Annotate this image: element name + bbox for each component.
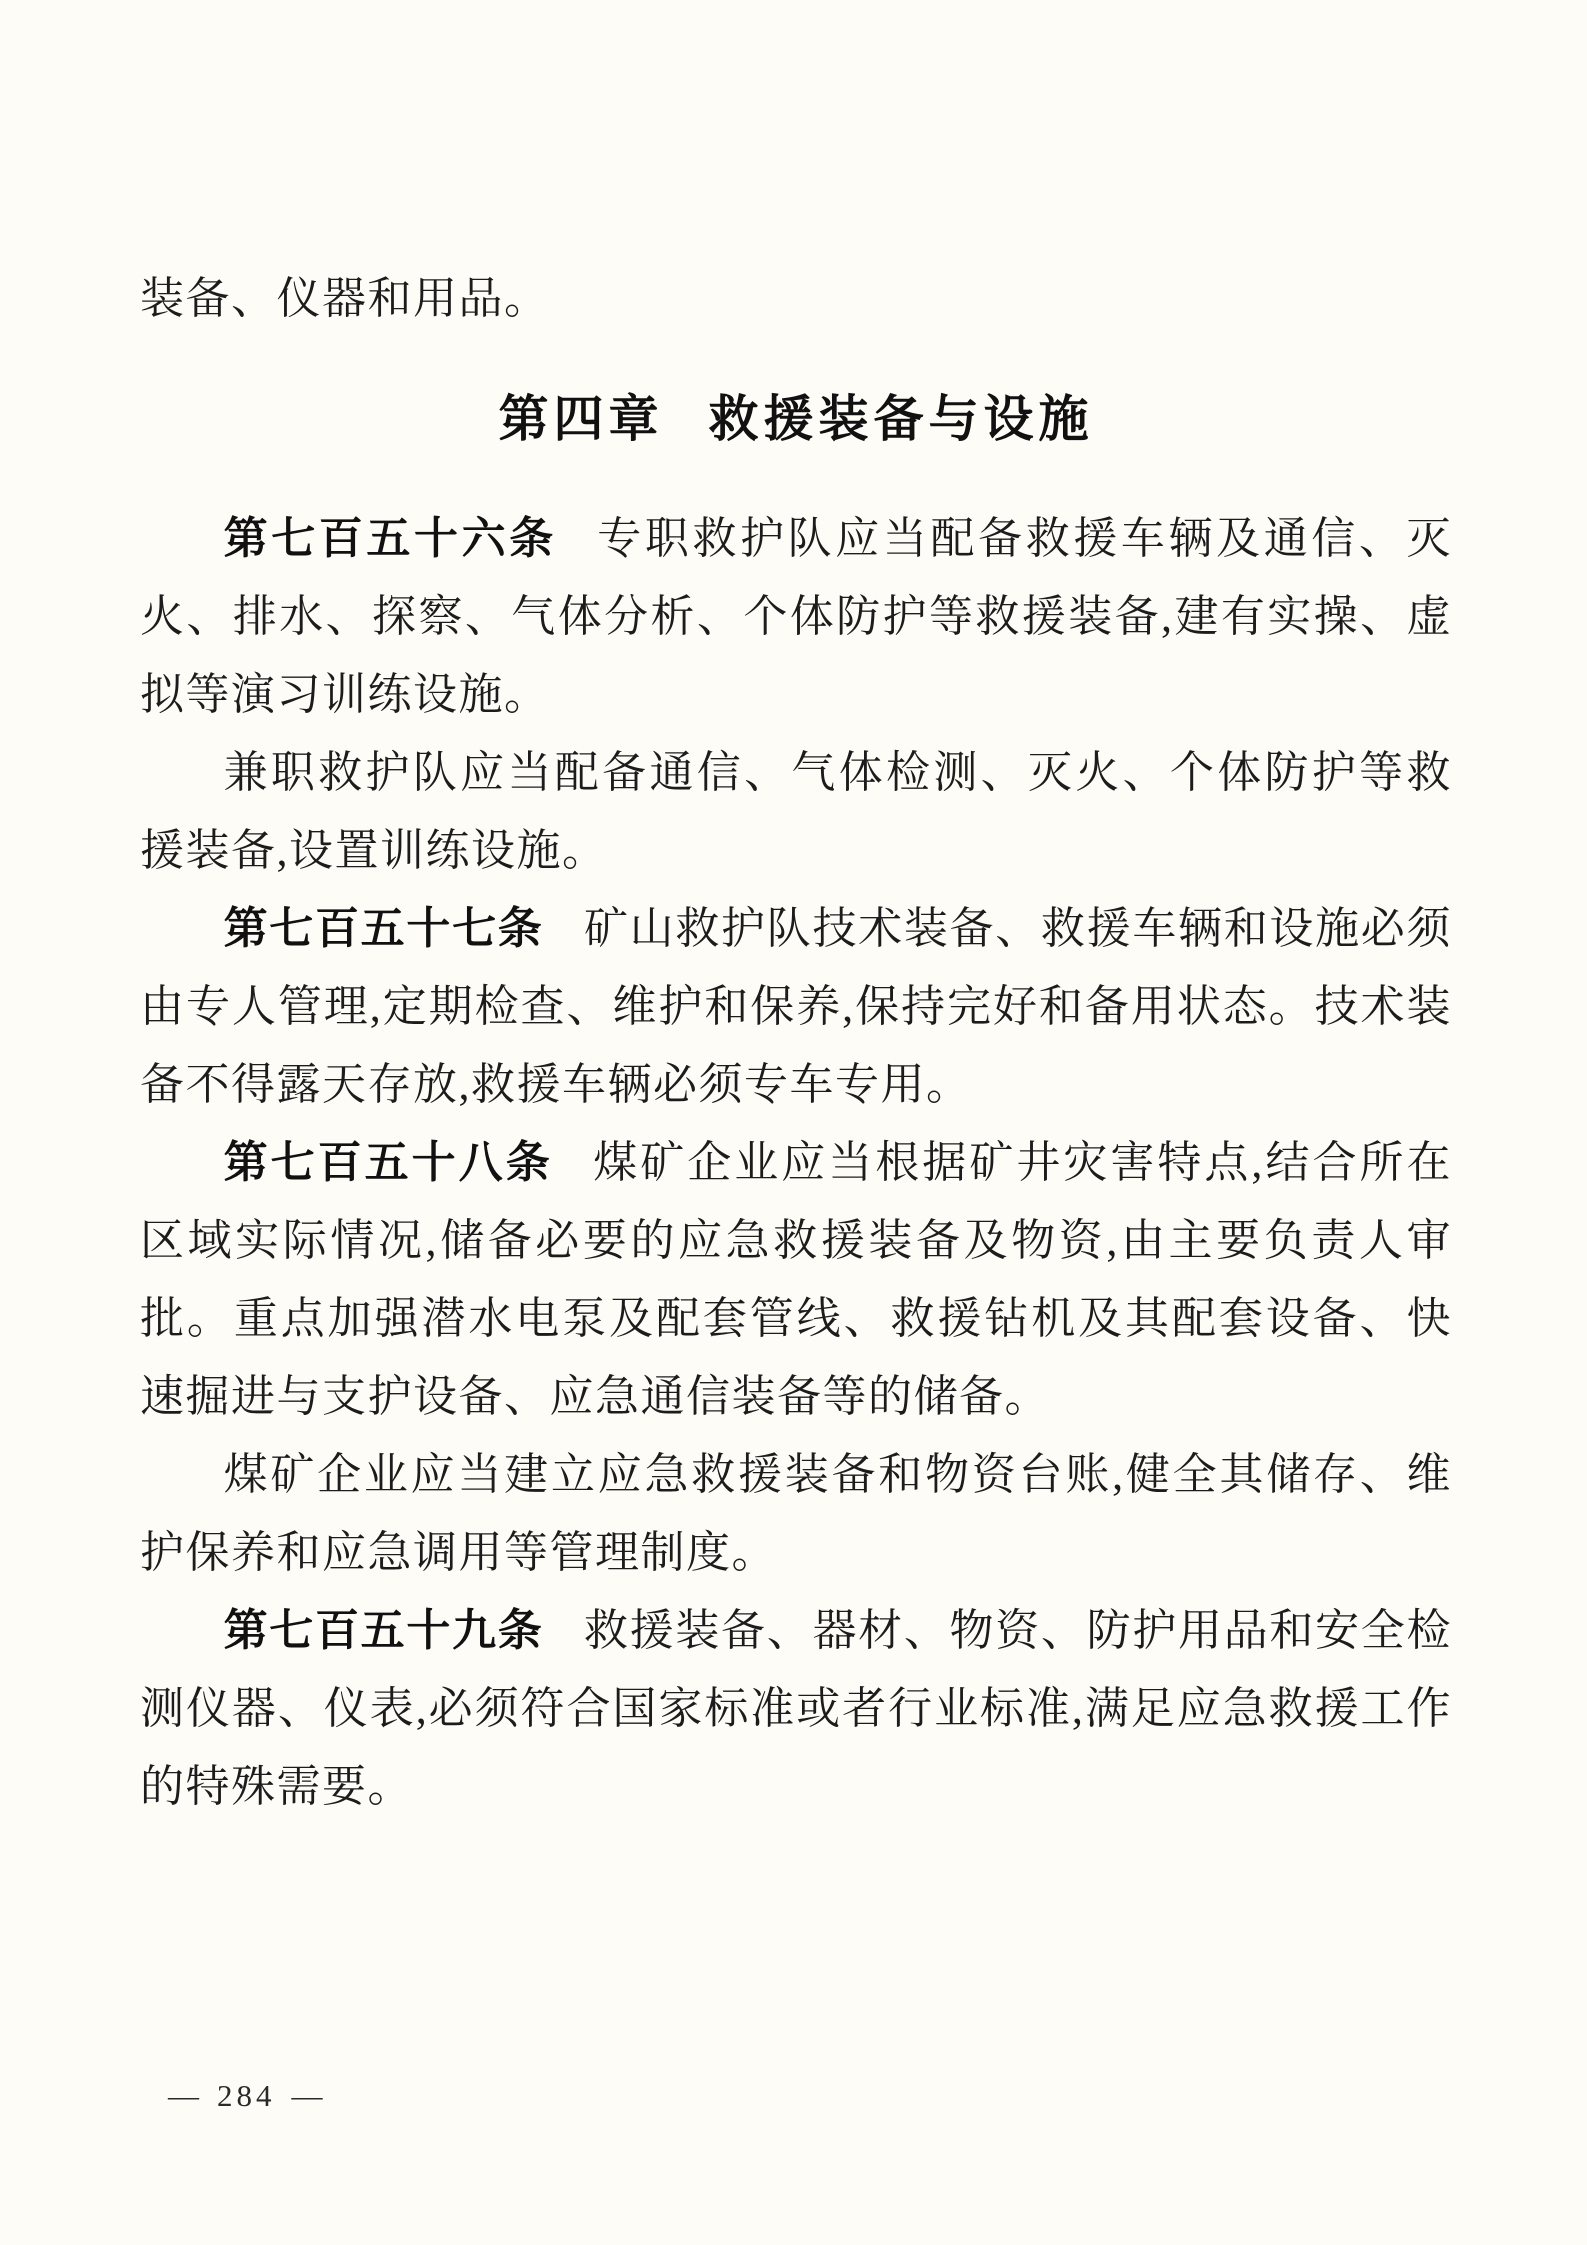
chapter-heading: [140, 380, 1452, 458]
chapter-title: 救援装备与设施: [708, 391, 1094, 447]
chapter-label: 第四章: [498, 391, 664, 447]
article-paragraph: [140, 1592, 1452, 1826]
paragraph-text: 专职救护队应当配备救援车辆及通信、灭火、排水、探察、气体分析、个体防护等救援装备,建有实操、虚拟等演习训练设施。: [140, 514, 1453, 719]
footer-dash-left: —: [168, 2078, 201, 2113]
page-content: [140, 260, 1452, 1826]
article-number: 第七百五十六条: [223, 514, 557, 563]
article-paragraph: [140, 734, 1452, 890]
article-number: 第七百五十八条: [223, 1138, 553, 1187]
paragraph-text: 救援装备、器材、物资、防护用品和安全检测仪器、仪表,必须符合国家标准或者行业标准,满足应急救援工作的特殊需要。: [140, 1606, 1453, 1811]
paragraph-text: 煤矿企业应当根据矿井灾害特点,结合所在区域实际情况,储备必要的应急救援装备及物资,由主要负责人审批。重点加强潜水电泵及配套管线、救援钻机及其配套设备、快速掘进与支护设备、应急通信装备等的储备。: [140, 1138, 1453, 1421]
article-paragraph: [140, 1436, 1452, 1592]
page-footer: [168, 2078, 325, 2114]
article-number: 第七百五十九条: [223, 1606, 544, 1655]
paragraph-text: 煤矿企业应当建立应急救援装备和物资台账,健全其储存、维护保养和应急调用等管理制度。: [140, 1450, 1452, 1577]
article-paragraph: [140, 500, 1452, 734]
page-number: 284: [217, 2078, 276, 2113]
footer-dash-right: —: [291, 2078, 325, 2113]
paragraph-text: 兼职救护队应当配备通信、气体检测、灭火、个体防护等救援装备,设置训练设施。: [140, 748, 1452, 875]
paragraph-text: 矿山救护队技术装备、救援车辆和设施必须由专人管理,定期检查、维护和保养,保持完好和备用状态。技术装备不得露天存放,救援车辆必须专车专用。: [140, 904, 1453, 1109]
article-paragraph: [140, 890, 1452, 1124]
article-paragraph: [140, 1124, 1452, 1436]
article-number: 第七百五十七条: [223, 904, 544, 953]
continuation-paragraph: 装备、仪器和用品。: [140, 274, 550, 323]
